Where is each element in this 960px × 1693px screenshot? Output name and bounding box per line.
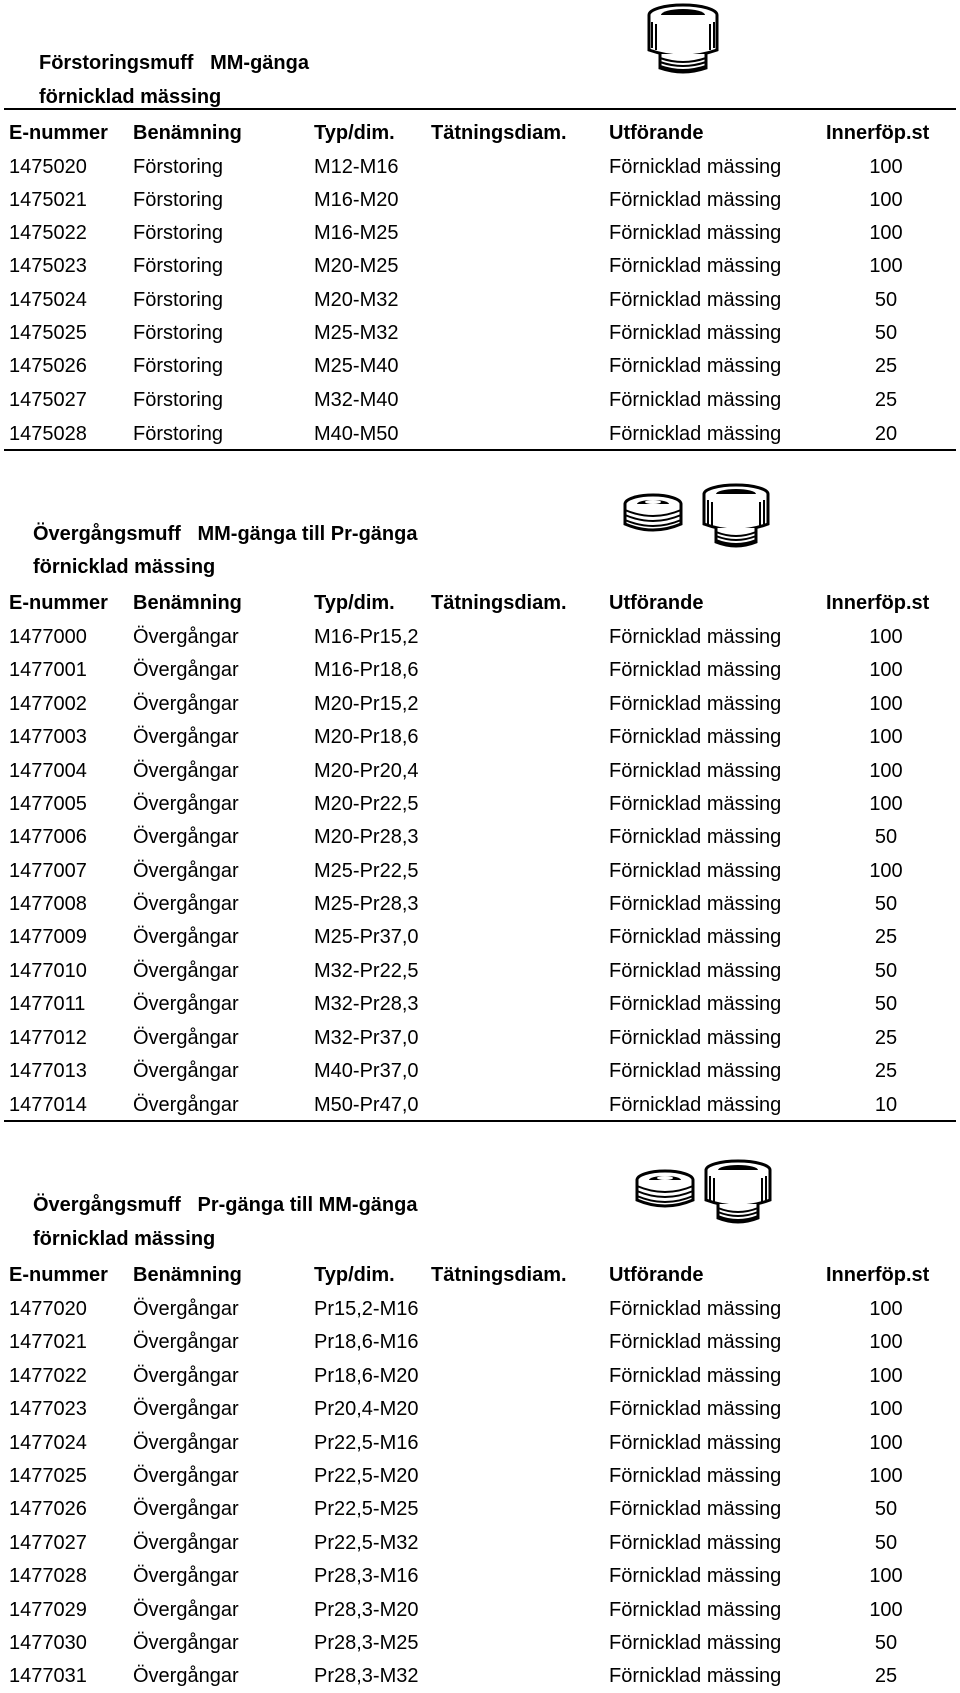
cell-innerfop: 50 xyxy=(874,1498,898,1520)
cell-utforande: Förnicklad mässing xyxy=(609,189,782,211)
table-row xyxy=(0,1055,960,1088)
cell-typdim: M32-Pr37,0 xyxy=(314,1027,419,1049)
cell-utforande: Förnicklad mässing xyxy=(609,1565,782,1587)
cell-enummer: 1477020 xyxy=(9,1298,87,1320)
cell-innerfop: 100 xyxy=(869,189,903,211)
table-rule-bottom xyxy=(4,1120,956,1122)
cell-typdim: M16-M25 xyxy=(314,222,399,244)
cell-utforande: Förnicklad mässing xyxy=(609,156,782,178)
cell-benamning: Övergångar xyxy=(133,1599,239,1621)
table-row xyxy=(0,1427,960,1460)
header-enummer: E-nummer xyxy=(9,592,108,614)
header-utforande: Utförande xyxy=(609,592,704,614)
cell-enummer: 1475027 xyxy=(9,389,87,411)
cell-typdim: M20-M32 xyxy=(314,289,399,311)
table-row xyxy=(0,1022,960,1055)
cell-benamning: Övergångar xyxy=(133,1027,239,1049)
header-benamning: Benämning xyxy=(133,592,242,614)
table-header xyxy=(0,587,960,620)
cell-typdim: M20-Pr18,6 xyxy=(314,726,419,748)
coupling-sleeve-image xyxy=(700,1158,776,1226)
cell-innerfop: 20 xyxy=(874,423,898,445)
cell-innerfop: 100 xyxy=(869,659,903,681)
cell-benamning: Övergångar xyxy=(133,1298,239,1320)
cell-utforande: Förnicklad mässing xyxy=(609,1298,782,1320)
table-row xyxy=(0,1360,960,1393)
cell-utforande: Förnicklad mässing xyxy=(609,1465,782,1487)
cell-enummer: 1475024 xyxy=(9,289,87,311)
cell-benamning: Förstoring xyxy=(133,423,224,445)
header-tatningsdiam: Tätningsdiam. xyxy=(431,1264,567,1286)
cell-enummer: 1477030 xyxy=(9,1632,87,1654)
cell-enummer: 1475020 xyxy=(9,156,87,178)
coupling-sleeve-image xyxy=(698,482,774,550)
cell-innerfop: 100 xyxy=(869,1398,903,1420)
cell-benamning: Övergångar xyxy=(133,760,239,782)
cell-enummer: 1475025 xyxy=(9,322,87,344)
header-tatningsdiam: Tätningsdiam. xyxy=(431,122,567,144)
header-innerfop: Innerföp.st xyxy=(826,1264,930,1286)
cell-enummer: 1477001 xyxy=(9,659,87,681)
cell-typdim: M25-M40 xyxy=(314,355,399,377)
cell-enummer: 1477025 xyxy=(9,1465,87,1487)
header-typdim: Typ/dim. xyxy=(314,592,395,614)
cell-benamning: Övergångar xyxy=(133,1532,239,1554)
table-row xyxy=(0,1293,960,1326)
cell-enummer: 1477026 xyxy=(9,1498,87,1520)
coupling-sleeve-image xyxy=(640,2,726,78)
cell-typdim: Pr20,4-M20 xyxy=(314,1398,419,1420)
header-utforande: Utförande xyxy=(609,1264,704,1286)
cell-innerfop: 100 xyxy=(869,626,903,648)
cell-innerfop: 100 xyxy=(869,1465,903,1487)
cell-innerfop: 50 xyxy=(874,289,898,311)
table-row xyxy=(0,888,960,921)
section-subtitle: förnicklad mässing xyxy=(33,1228,216,1250)
cell-innerfop: 25 xyxy=(874,355,898,377)
cell-benamning: Övergångar xyxy=(133,1060,239,1082)
cell-typdim: M32-M40 xyxy=(314,389,399,411)
cell-innerfop: 100 xyxy=(869,1599,903,1621)
cell-typdim: M25-Pr37,0 xyxy=(314,926,419,948)
cell-utforande: Förnicklad mässing xyxy=(609,1432,782,1454)
cell-typdim: Pr18,6-M16 xyxy=(314,1331,419,1353)
cell-benamning: Övergångar xyxy=(133,1365,239,1387)
table-row xyxy=(0,1393,960,1426)
cell-typdim: Pr28,3-M25 xyxy=(314,1632,419,1654)
cell-enummer: 1477007 xyxy=(9,860,87,882)
section-title: Övergångsmuff MM-gänga till Pr-gänga xyxy=(33,523,418,545)
table-rule-bottom xyxy=(4,449,956,451)
cell-utforande: Förnicklad mässing xyxy=(609,793,782,815)
cell-typdim: M25-M32 xyxy=(314,322,399,344)
header-enummer: E-nummer xyxy=(9,122,108,144)
cell-utforande: Förnicklad mässing xyxy=(609,255,782,277)
cell-innerfop: 50 xyxy=(874,1632,898,1654)
cell-utforande: Förnicklad mässing xyxy=(609,860,782,882)
table-row xyxy=(0,1660,960,1693)
table-row xyxy=(0,1326,960,1359)
cell-innerfop: 100 xyxy=(869,1331,903,1353)
header-typdim: Typ/dim. xyxy=(314,1264,395,1286)
cell-innerfop: 50 xyxy=(874,1532,898,1554)
table-row xyxy=(0,384,960,417)
section-title: Övergångsmuff Pr-gänga till MM-gänga xyxy=(33,1194,418,1216)
cell-innerfop: 50 xyxy=(874,893,898,915)
cell-enummer: 1475023 xyxy=(9,255,87,277)
header-typdim: Typ/dim. xyxy=(314,122,395,144)
table-row xyxy=(0,217,960,250)
cell-enummer: 1477002 xyxy=(9,693,87,715)
cell-typdim: Pr22,5-M16 xyxy=(314,1432,419,1454)
cell-innerfop: 100 xyxy=(869,760,903,782)
cell-enummer: 1477009 xyxy=(9,926,87,948)
cell-typdim: Pr15,2-M16 xyxy=(314,1298,419,1320)
table-row xyxy=(0,1527,960,1560)
cell-typdim: Pr28,3-M32 xyxy=(314,1665,419,1687)
cell-utforande: Förnicklad mässing xyxy=(609,423,782,445)
cell-innerfop: 100 xyxy=(869,1298,903,1320)
cell-innerfop: 100 xyxy=(869,1565,903,1587)
table-row xyxy=(0,184,960,217)
cell-innerfop: 25 xyxy=(874,1665,898,1687)
cell-enummer: 1477021 xyxy=(9,1331,87,1353)
cell-enummer: 1475026 xyxy=(9,355,87,377)
cell-typdim: M32-Pr22,5 xyxy=(314,960,419,982)
header-benamning: Benämning xyxy=(133,122,242,144)
cell-innerfop: 100 xyxy=(869,693,903,715)
cell-benamning: Förstoring xyxy=(133,255,224,277)
cell-benamning: Övergångar xyxy=(133,993,239,1015)
cell-benamning: Förstoring xyxy=(133,222,224,244)
cell-utforande: Förnicklad mässing xyxy=(609,389,782,411)
table-row xyxy=(0,855,960,888)
cell-typdim: M16-Pr18,6 xyxy=(314,659,419,681)
cell-innerfop: 100 xyxy=(869,156,903,178)
cell-utforande: Förnicklad mässing xyxy=(609,1398,782,1420)
cell-benamning: Förstoring xyxy=(133,322,224,344)
cell-typdim: M25-Pr28,3 xyxy=(314,893,419,915)
cell-utforande: Förnicklad mässing xyxy=(609,960,782,982)
cell-benamning: Övergångar xyxy=(133,1665,239,1687)
cell-enummer: 1477029 xyxy=(9,1599,87,1621)
cell-utforande: Förnicklad mässing xyxy=(609,760,782,782)
cell-benamning: Övergångar xyxy=(133,960,239,982)
cell-typdim: Pr22,5-M32 xyxy=(314,1532,419,1554)
cell-utforande: Förnicklad mässing xyxy=(609,1060,782,1082)
cell-enummer: 1477004 xyxy=(9,760,87,782)
cell-utforande: Förnicklad mässing xyxy=(609,1331,782,1353)
cell-typdim: M32-Pr28,3 xyxy=(314,993,419,1015)
cell-enummer: 1477031 xyxy=(9,1665,87,1687)
cell-innerfop: 25 xyxy=(874,926,898,948)
cell-enummer: 1477000 xyxy=(9,626,87,648)
cell-benamning: Övergångar xyxy=(133,926,239,948)
cell-innerfop: 25 xyxy=(874,1060,898,1082)
cell-innerfop: 50 xyxy=(874,322,898,344)
cell-benamning: Förstoring xyxy=(133,389,224,411)
cell-enummer: 1477006 xyxy=(9,826,87,848)
cell-utforande: Förnicklad mässing xyxy=(609,1632,782,1654)
cell-enummer: 1475028 xyxy=(9,423,87,445)
header-benamning: Benämning xyxy=(133,1264,242,1286)
table-header xyxy=(0,117,960,150)
header-utforande: Utförande xyxy=(609,122,704,144)
table-row xyxy=(0,317,960,350)
table-row xyxy=(0,151,960,184)
table-row xyxy=(0,1493,960,1526)
cell-utforande: Förnicklad mässing xyxy=(609,1365,782,1387)
cell-typdim: Pr28,3-M16 xyxy=(314,1565,419,1587)
cell-benamning: Övergångar xyxy=(133,693,239,715)
cell-utforande: Förnicklad mässing xyxy=(609,1094,782,1116)
cell-benamning: Övergångar xyxy=(133,860,239,882)
cell-enummer: 1477027 xyxy=(9,1532,87,1554)
table-row xyxy=(0,1460,960,1493)
cell-enummer: 1477003 xyxy=(9,726,87,748)
table-row xyxy=(0,1594,960,1627)
cell-enummer: 1477024 xyxy=(9,1432,87,1454)
table-row xyxy=(0,250,960,283)
table-row xyxy=(0,418,960,451)
cell-typdim: Pr22,5-M20 xyxy=(314,1465,419,1487)
cell-benamning: Övergångar xyxy=(133,726,239,748)
cell-utforande: Förnicklad mässing xyxy=(609,355,782,377)
cell-innerfop: 100 xyxy=(869,793,903,815)
cell-typdim: M20-Pr28,3 xyxy=(314,826,419,848)
table-row xyxy=(0,350,960,383)
cell-utforande: Förnicklad mässing xyxy=(609,893,782,915)
cell-utforande: Förnicklad mässing xyxy=(609,926,782,948)
cell-innerfop: 100 xyxy=(869,726,903,748)
cell-utforande: Förnicklad mässing xyxy=(609,1532,782,1554)
cell-utforande: Förnicklad mässing xyxy=(609,322,782,344)
cell-typdim: Pr18,6-M20 xyxy=(314,1365,419,1387)
cell-benamning: Övergångar xyxy=(133,793,239,815)
cell-enummer: 1477023 xyxy=(9,1398,87,1420)
cell-typdim: Pr22,5-M25 xyxy=(314,1498,419,1520)
table-row xyxy=(0,1089,960,1122)
cell-innerfop: 50 xyxy=(874,960,898,982)
cell-typdim: M12-M16 xyxy=(314,156,399,178)
cell-utforande: Förnicklad mässing xyxy=(609,826,782,848)
table-row xyxy=(0,988,960,1021)
cell-enummer: 1477028 xyxy=(9,1565,87,1587)
cell-benamning: Övergångar xyxy=(133,893,239,915)
cell-enummer: 1477011 xyxy=(9,993,86,1015)
cell-enummer: 1477013 xyxy=(9,1060,87,1082)
cell-typdim: M16-M20 xyxy=(314,189,399,211)
cell-enummer: 1475022 xyxy=(9,222,87,244)
cell-utforande: Förnicklad mässing xyxy=(609,693,782,715)
reducing-ring-image xyxy=(634,1168,696,1214)
cell-innerfop: 50 xyxy=(874,826,898,848)
cell-benamning: Övergångar xyxy=(133,626,239,648)
table-row xyxy=(0,1627,960,1660)
cell-enummer: 1477012 xyxy=(9,1027,87,1049)
cell-benamning: Övergångar xyxy=(133,1465,239,1487)
cell-typdim: M20-Pr15,2 xyxy=(314,693,419,715)
cell-typdim: M16-Pr15,2 xyxy=(314,626,419,648)
table-row xyxy=(0,788,960,821)
cell-innerfop: 100 xyxy=(869,860,903,882)
header-enummer: E-nummer xyxy=(9,1264,108,1286)
cell-typdim: M40-Pr37,0 xyxy=(314,1060,419,1082)
table-rule-top xyxy=(4,108,956,110)
section-subtitle: förnicklad mässing xyxy=(33,556,216,578)
cell-innerfop: 100 xyxy=(869,255,903,277)
cell-utforande: Förnicklad mässing xyxy=(609,726,782,748)
cell-benamning: Övergångar xyxy=(133,1331,239,1353)
header-innerfop: Innerföp.st xyxy=(826,122,930,144)
cell-benamning: Förstoring xyxy=(133,355,224,377)
section-subtitle: förnicklad mässing xyxy=(39,86,222,108)
table-row xyxy=(0,955,960,988)
cell-typdim: M50-Pr47,0 xyxy=(314,1094,419,1116)
header-tatningsdiam: Tätningsdiam. xyxy=(431,592,567,614)
table-row xyxy=(0,721,960,754)
cell-benamning: Övergångar xyxy=(133,1398,239,1420)
table-row xyxy=(0,284,960,317)
table-row xyxy=(0,688,960,721)
cell-benamning: Övergångar xyxy=(133,1498,239,1520)
cell-benamning: Övergångar xyxy=(133,826,239,848)
cell-benamning: Förstoring xyxy=(133,189,224,211)
cell-utforande: Förnicklad mässing xyxy=(609,1498,782,1520)
table-row xyxy=(0,621,960,654)
cell-innerfop: 50 xyxy=(874,993,898,1015)
cell-innerfop: 100 xyxy=(869,222,903,244)
cell-utforande: Förnicklad mässing xyxy=(609,289,782,311)
cell-typdim: M20-Pr22,5 xyxy=(314,793,419,815)
cell-benamning: Övergångar xyxy=(133,659,239,681)
cell-utforande: Förnicklad mässing xyxy=(609,659,782,681)
cell-enummer: 1477022 xyxy=(9,1365,87,1387)
cell-benamning: Övergångar xyxy=(133,1565,239,1587)
cell-typdim: M25-Pr22,5 xyxy=(314,860,419,882)
cell-innerfop: 100 xyxy=(869,1365,903,1387)
cell-utforande: Förnicklad mässing xyxy=(609,1027,782,1049)
cell-utforande: Förnicklad mässing xyxy=(609,1599,782,1621)
table-row xyxy=(0,654,960,687)
cell-benamning: Förstoring xyxy=(133,289,224,311)
cell-enummer: 1477008 xyxy=(9,893,87,915)
cell-typdim: M20-Pr20,4 xyxy=(314,760,419,782)
cell-typdim: M40-M50 xyxy=(314,423,399,445)
cell-enummer: 1477014 xyxy=(9,1094,87,1116)
reducing-ring-image xyxy=(622,492,684,538)
cell-utforande: Förnicklad mässing xyxy=(609,626,782,648)
table-row xyxy=(0,1560,960,1593)
cell-benamning: Övergångar xyxy=(133,1432,239,1454)
cell-utforande: Förnicklad mässing xyxy=(609,1665,782,1687)
cell-typdim: Pr28,3-M20 xyxy=(314,1599,419,1621)
cell-utforande: Förnicklad mässing xyxy=(609,993,782,1015)
header-innerfop: Innerföp.st xyxy=(826,592,930,614)
cell-innerfop: 25 xyxy=(874,389,898,411)
table-row xyxy=(0,921,960,954)
table-header xyxy=(0,1259,960,1292)
cell-utforande: Förnicklad mässing xyxy=(609,222,782,244)
section-title: Förstoringsmuff MM-gänga xyxy=(39,52,309,74)
cell-enummer: 1477005 xyxy=(9,793,87,815)
cell-benamning: Förstoring xyxy=(133,156,224,178)
cell-innerfop: 10 xyxy=(874,1094,898,1116)
cell-benamning: Övergångar xyxy=(133,1632,239,1654)
table-row xyxy=(0,821,960,854)
cell-enummer: 1477010 xyxy=(9,960,87,982)
cell-enummer: 1475021 xyxy=(9,189,87,211)
cell-innerfop: 100 xyxy=(869,1432,903,1454)
cell-typdim: M20-M25 xyxy=(314,255,399,277)
cell-benamning: Övergångar xyxy=(133,1094,239,1116)
cell-innerfop: 25 xyxy=(874,1027,898,1049)
table-row xyxy=(0,755,960,788)
